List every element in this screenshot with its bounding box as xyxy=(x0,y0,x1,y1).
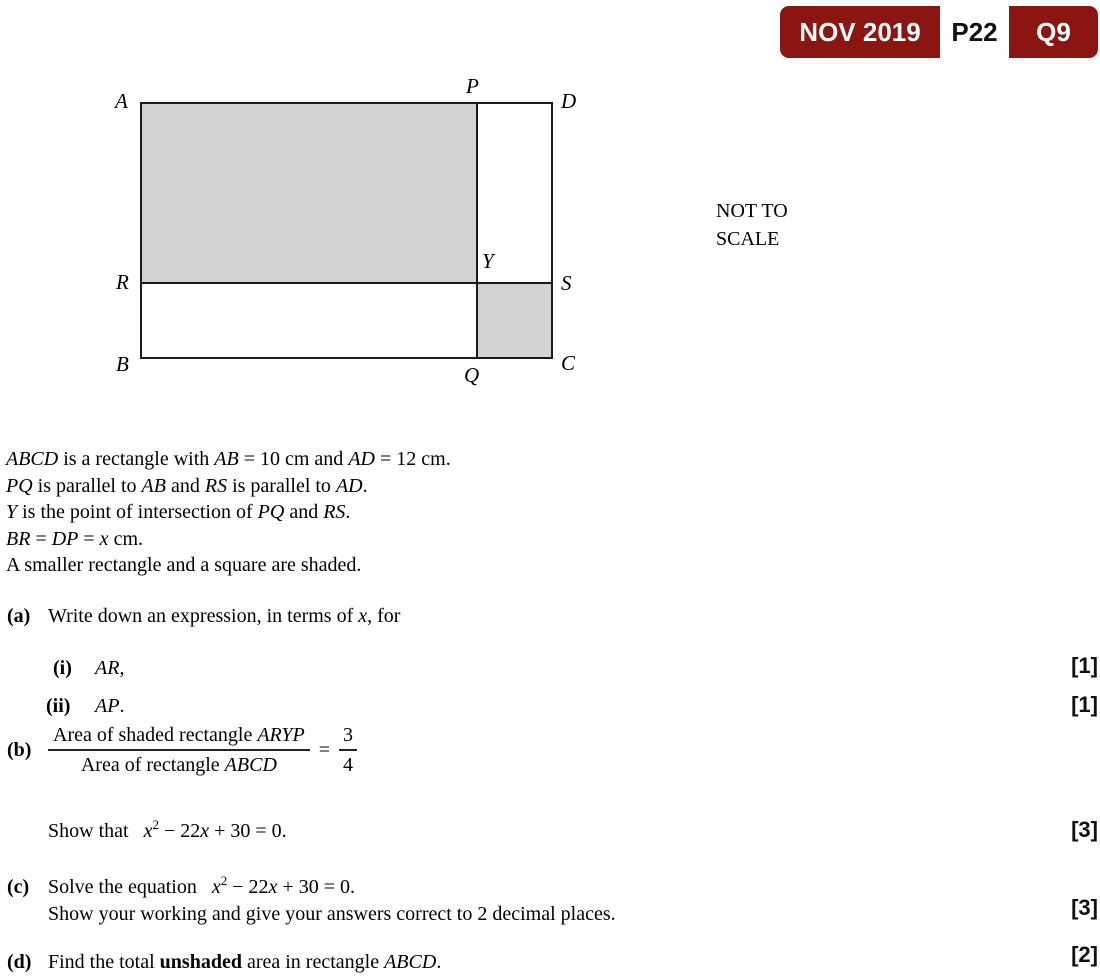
badge-session: NOV 2019 xyxy=(799,16,921,47)
not-to-scale-line2: SCALE xyxy=(716,227,780,250)
part-d-label: (d) xyxy=(7,951,32,973)
not-to-scale-line1: NOT TO xyxy=(716,200,788,222)
line-rs xyxy=(142,282,551,284)
three-quarters-denominator: 4 xyxy=(343,754,354,776)
part-c-line2: Show your working and give your answers correct to 2 decimal places. xyxy=(48,903,616,925)
statement-line-4: BR = DP = x cm. xyxy=(6,527,143,550)
vertex-label-d: D xyxy=(561,89,577,113)
part-b-label: (b) xyxy=(7,738,32,761)
three-quarters-fraction xyxy=(339,724,357,776)
vertex-label-p: P xyxy=(466,74,479,98)
part-a-ii-label: (ii) xyxy=(46,695,71,717)
mark-c: [3] xyxy=(1071,895,1098,920)
part-a-text: Write down an expression, in terms of x, for xyxy=(48,605,401,627)
badge-question-number: Q9 xyxy=(1036,16,1071,47)
statement-line-1: ABCD is a rectangle with AB = 10 cm and AD = 12 cm. xyxy=(6,448,451,470)
vertex-label-y: Y xyxy=(482,249,494,273)
exam-badge xyxy=(780,6,1098,58)
vertex-label-b: B xyxy=(116,352,129,376)
ratio-fraction xyxy=(48,724,310,776)
shaded-rectangle-aryp xyxy=(142,104,476,282)
part-b-equation xyxy=(7,724,357,776)
part-c-label: (c) xyxy=(7,876,30,898)
part-c-line1: Solve the equation $x^2 - 22x + 30 = 0$. xyxy=(48,873,355,898)
part-a-i-label: (i) xyxy=(53,657,72,679)
mark-b: [3] xyxy=(1071,817,1098,842)
part-a-ii-text: AP. xyxy=(95,695,125,717)
mark-a-ii: [1] xyxy=(1071,692,1098,717)
badge-paper: P22 xyxy=(940,6,1009,58)
line-pq xyxy=(476,104,478,357)
statement-line-3: Y is the point of intersection of PQ and RS. xyxy=(6,501,351,523)
problem-statement xyxy=(6,446,451,579)
vertex-label-s: S xyxy=(561,271,572,295)
statement-line-2: PQ is parallel to AB and RS is parallel to AD. xyxy=(6,474,368,497)
rectangle-abcd-diagram xyxy=(140,102,553,359)
equals-sign: = xyxy=(318,738,331,761)
vertex-label-a: A xyxy=(115,89,128,113)
shaded-square-yscq xyxy=(478,284,551,357)
statement-line-5: A smaller rectangle and a square are shaded. xyxy=(6,554,362,576)
three-quarters-numerator: 3 xyxy=(339,724,357,751)
part-d-text: Find the total unshaded area in rectangle ABCD. xyxy=(48,951,442,973)
mark-d: [2] xyxy=(1071,942,1098,967)
ratio-numerator: Area of shaded rectangle ARYP xyxy=(48,724,310,751)
mark-a-i: [1] xyxy=(1071,653,1098,678)
part-a-i-text: AR, xyxy=(95,657,125,679)
vertex-label-c: C xyxy=(561,351,576,375)
vertex-label-q: Q xyxy=(464,363,480,387)
ratio-denominator: Area of rectangle ABCD xyxy=(80,754,277,776)
not-to-scale-note xyxy=(716,198,788,253)
part-a-label: (a) xyxy=(7,605,31,627)
vertex-label-r: R xyxy=(116,270,129,294)
part-b-show-that: Show that $x^2 - 22x + 30 = 0$. xyxy=(48,817,287,842)
